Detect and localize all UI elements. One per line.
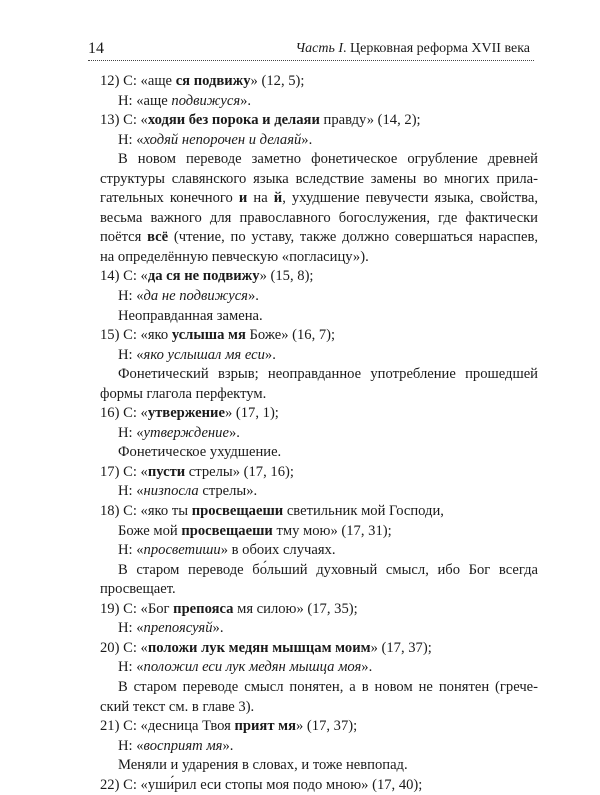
text-run: ский текст см. в главе 3). [100, 698, 255, 715]
text-run: 21) С: «десница Твоя [100, 718, 235, 735]
text-line [100, 463, 538, 483]
text-run: структуры славянского языка вследствие замены во многих прила- [100, 170, 538, 187]
text-run: ». [212, 620, 224, 637]
italic-text: да не подвижуся [143, 288, 248, 305]
text-line [100, 150, 538, 170]
bold-text: прият мя [234, 718, 296, 735]
text-run: 17) С: « [100, 463, 148, 480]
text-line [100, 639, 538, 659]
italic-text: восприят мя [143, 737, 223, 754]
text-run: » (15, 8); [259, 268, 314, 285]
italic-text: утверждение [143, 424, 229, 441]
italic-text: низпосла [143, 483, 199, 500]
text-run: 16) С: « [100, 405, 148, 422]
bold-text: препояса [173, 600, 234, 617]
text-run: , ухудшение певучести языка, свойства, [282, 190, 538, 207]
bold-text: й [273, 190, 283, 207]
page-number: 14 [88, 40, 104, 57]
text-line [100, 111, 538, 131]
text-line [100, 307, 538, 327]
text-line [100, 698, 538, 718]
text-run: 13) С: « [100, 112, 148, 129]
text-run: Н: «аще [118, 92, 172, 109]
text-line [100, 72, 538, 92]
bold-text: и [238, 190, 248, 207]
text-line [100, 678, 538, 698]
text-run: ». [222, 737, 234, 754]
text-line [100, 737, 538, 757]
text-run: стрелы». [198, 483, 258, 500]
text-line [100, 482, 538, 502]
text-run: Н: « [118, 346, 144, 363]
text-run: » (17, 37); [295, 718, 358, 735]
text-run: 14) С: « [100, 268, 148, 285]
text-run: ». [247, 288, 259, 305]
text-run: гательных конечного [100, 190, 239, 207]
text-line [100, 209, 538, 229]
text-run: Боже» (16, 7); [245, 327, 336, 344]
text-run: Н: « [118, 288, 144, 305]
text-line [100, 443, 538, 463]
bold-text: ходяи без порока и делаяи [147, 112, 320, 129]
text-run: Н: « [118, 483, 144, 500]
text-run: поётся [100, 229, 148, 246]
text-line [100, 404, 538, 424]
text-line [100, 228, 538, 248]
text-run: Меняли и ударения в словах, и тоже невпопад. [118, 757, 408, 774]
text-run: ». [264, 346, 276, 363]
text-run: формы глагола перфектум. [100, 385, 267, 402]
text-line [100, 326, 538, 346]
italic-text: положил еси лук медян мышца моя [143, 659, 362, 676]
text-run: на определённую певческую «погласицу»). [100, 248, 369, 265]
bold-text: ся подвижу [175, 73, 251, 89]
bold-text: положи лук медян мышцам моим [147, 639, 371, 656]
text-run: Неоправданная замена. [118, 307, 263, 324]
text-run: стрелы» (17, 16); [185, 463, 294, 480]
text-line [100, 346, 538, 366]
text-run: мя силою» (17, 35); [233, 600, 358, 617]
chapter-title: . Церковная реформа XVII века [343, 41, 530, 56]
text-run: правду» (14, 2); [319, 112, 421, 129]
bold-text: услыша мя [171, 327, 246, 344]
text-line [100, 776, 538, 795]
text-line [100, 424, 538, 444]
text-run: просвещает. [100, 581, 176, 598]
bold-text: просвещаеши [181, 522, 273, 539]
text-run: ». [361, 659, 373, 676]
bold-text: пусти [147, 463, 186, 480]
bold-text: да ся не подвижу [147, 268, 260, 285]
text-run: В новом переводе заметно фонетическое огрубление древней [118, 151, 538, 168]
text-line [100, 717, 538, 737]
text-run: на [247, 190, 274, 207]
text-line [100, 385, 538, 405]
text-line [100, 287, 538, 307]
text-line [100, 502, 538, 522]
text-run: 15) С: «яко [100, 327, 172, 344]
text-run: Н: « [118, 131, 144, 148]
text-run: 18) С: «яко ты [100, 503, 192, 520]
text-line [100, 658, 538, 678]
text-run: » (17, 37); [370, 639, 432, 656]
text-run: Боже мой [118, 522, 182, 539]
text-run: Н: « [118, 542, 144, 559]
text-line [100, 600, 538, 620]
italic-text: яко услышал мя еси [143, 346, 265, 363]
text-line [100, 131, 538, 151]
text-line [100, 248, 538, 268]
text-run: 12) С: «аще [100, 73, 176, 89]
text-run: Н: « [118, 659, 144, 676]
text-run: Н: « [118, 737, 144, 754]
italic-text: ходяй непорочен и делаяй [143, 131, 302, 148]
text-run: В старом переводе смысл понятен, а в новом не понятен (грече- [118, 678, 538, 695]
text-run: » (12, 5); [250, 73, 305, 89]
text-line [100, 541, 538, 561]
text-line [100, 619, 538, 639]
text-run: (чтение, по уставу, также должно совершаться нараспев, [168, 229, 538, 246]
text-run: » в обоих случаях. [220, 542, 336, 559]
text-run: 20) С: « [100, 639, 148, 656]
text-line [100, 561, 538, 581]
text-line [100, 756, 538, 776]
text-run: 19) С: «Бог [100, 600, 174, 617]
text-run: 22) С: «уши́рил еси стопы моя подо мною» (17, 40); [100, 776, 423, 793]
text-line [100, 170, 538, 190]
text-line [100, 189, 538, 209]
bold-text: утвержение [147, 405, 225, 422]
text-line [100, 365, 538, 385]
text-run: тму мою» (17, 31); [272, 522, 392, 539]
bold-text: всё [147, 229, 169, 246]
body-text [100, 72, 538, 795]
text-run: Фонетический взрыв; неоправданное употребление прошедшей [118, 366, 538, 383]
italic-text: подвижуся [171, 92, 241, 109]
text-run: ». [228, 424, 240, 441]
text-run: весьма важного для православного богослужения, где фактически [100, 209, 538, 226]
text-line [100, 580, 538, 600]
text-line [100, 267, 538, 287]
text-run: светильник мой Господи, [283, 503, 444, 520]
text-run: Н: « [118, 620, 144, 637]
part-label: Часть I [295, 41, 344, 56]
bold-text: просвещаеши [191, 503, 284, 520]
text-run: ». [240, 92, 252, 109]
text-run: ». [301, 131, 313, 148]
text-run: Н: « [118, 424, 144, 441]
text-run: Фонетическое ухудшение. [118, 444, 282, 461]
running-title [296, 41, 531, 57]
text-line [100, 92, 538, 112]
running-header [88, 38, 534, 61]
italic-text: просветиши [143, 542, 221, 559]
text-run: » (17, 1); [224, 405, 279, 422]
italic-text: препоясуяй [143, 620, 213, 637]
text-line [100, 522, 538, 542]
text-run: В старом переводе бо́льший духовный смысл, ибо Бог всегда [118, 561, 538, 578]
